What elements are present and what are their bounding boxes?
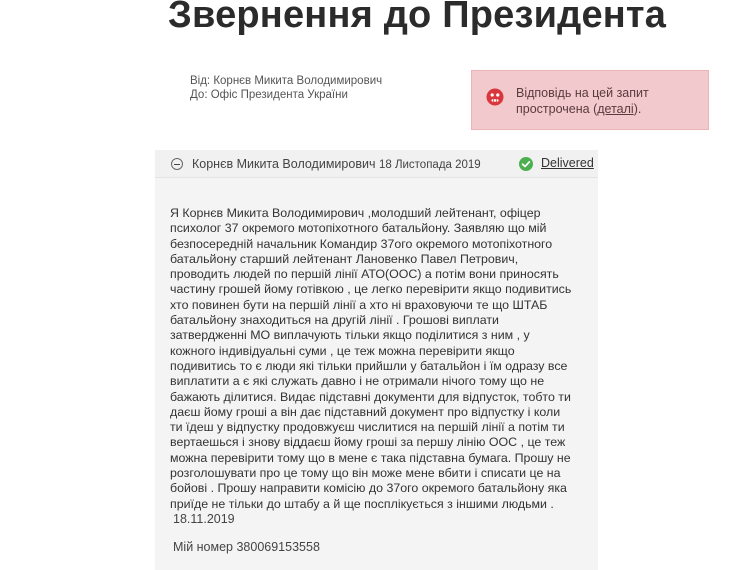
overdue-text-end: ). <box>633 102 642 116</box>
delivery-status-link[interactable]: Delivered <box>541 156 594 170</box>
message-author: Корнєв Микита Володимирович <box>192 157 376 171</box>
alert-face-icon <box>486 88 504 106</box>
overdue-notice <box>471 70 709 130</box>
request-to: До: Офіс Президента України <box>190 89 348 101</box>
message-date: 18 Листопада 2019 <box>378 159 481 171</box>
message-body <box>155 178 598 570</box>
message-header <box>155 150 598 178</box>
collapse-minus-icon[interactable] <box>171 158 183 170</box>
page-title: Звернення до Президента <box>168 0 667 36</box>
message-text: Я Корнєв Микита Володимирович ,молодший лейтенант, офіцер психолог 37 окремого мотопіхотного батальйону. Заявляю що мій безпосередній начальник Командир 37ого окремого мотопіхотного батальйону старший лейтенант Лановенко Павел Петрович, проводить людей по першій лінії АТО(ООС) а потім вони приносять частину грошей йому готівкою , це легко перевірити якщо подивитись хто повинен бути на першій лінії а хто ні враховуючи те що ШТАБ батальйону знаходиться на другій лінії . Грошові виплати затвердженні МО виплачують тільки якщо поділитися з ним , у кожного індивідуальні суми , це теж можна перевірити якщо подивитись то є люди які тільки прийшли у батальйон і їм одразу все виплатити а є які служать давно і не отримали нічого тому що не бажають ділитися. Видає підставні документи для відпусток, тобто ти даєш йому гроші а він дає підставний документ про відпустку і коли ти їдеш у відпустку продовжуєш числитися на першій лінії а потім ти вертаешься і знову віддаєш йому гроші за першу лінію ООС , це теж можна перевірити тому що в мене є така підставна бумага. Прошу не розголошувати про це тому що він може мене вбити і списати це на бойові . Прошу направити комісію до 37ого окремого батальйону яка приїде не тільки до штабу а й ще посплікується з іншими людьми . <box>170 206 572 511</box>
message-signed-date: 18.11.2019 <box>173 512 235 526</box>
request-meta <box>190 74 382 102</box>
check-circle-icon <box>519 157 533 171</box>
overdue-details-link[interactable]: деталі <box>597 102 634 116</box>
message-phone: Мій номер 380069153558 <box>173 540 320 554</box>
message-author-line <box>192 157 481 171</box>
overdue-text: Відповідь на цей запит прострочена ( <box>516 86 649 116</box>
request-from: Від: Корнєв Микита Володимирович <box>190 75 383 87</box>
